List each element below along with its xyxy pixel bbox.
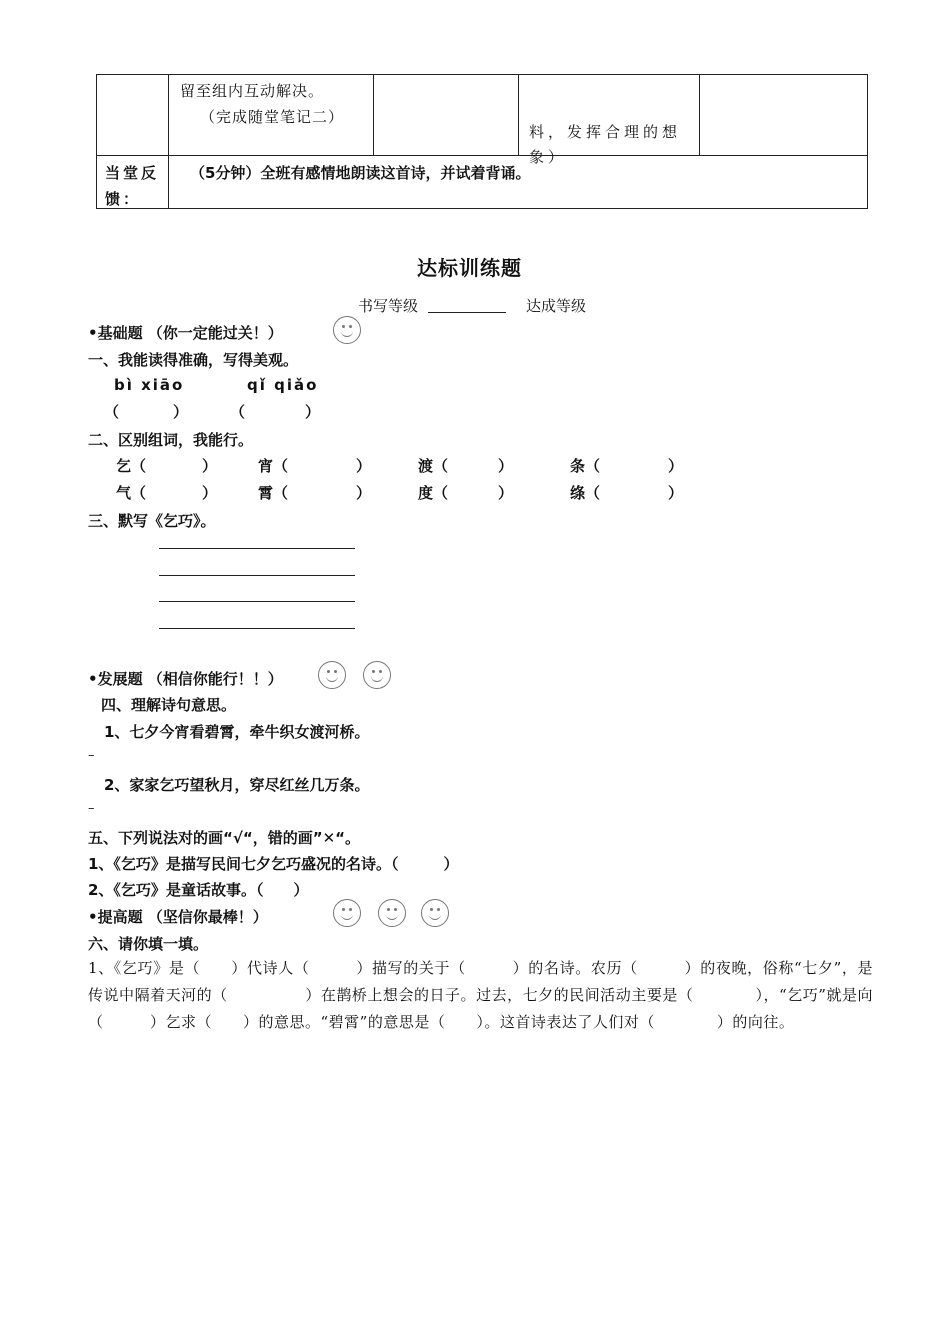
pinyin-text: bì xiāo	[114, 376, 185, 394]
word-char: ）	[668, 457, 684, 475]
word-char: 度（	[418, 484, 449, 502]
word-char: ）	[498, 457, 514, 475]
writing-line	[159, 575, 355, 576]
question-heading: 二、区别组词，我能行。	[88, 431, 254, 449]
question-heading: 四、理解诗句意思。	[101, 696, 237, 714]
table-cell-text: （完成随堂笔记二）	[200, 108, 345, 126]
question-heading: 五、下列说法对的画“√“，错的画”✕“。	[88, 829, 361, 847]
table-cell-text: 料，发挥合理的想	[529, 123, 682, 141]
question-heading: 三、默写《乞巧》。	[88, 512, 216, 530]
question-heading: 六、请你填一填。	[88, 935, 209, 953]
word-char: ）	[498, 484, 514, 502]
writing-line	[159, 601, 355, 602]
answer-parens: （ ）	[230, 403, 331, 421]
word-char: ）	[202, 484, 218, 502]
table-divider	[699, 74, 700, 155]
smiley-icon	[333, 899, 361, 927]
advanced-heading: •提高题 （坚信你最棒！）	[88, 908, 268, 926]
table-cell-text: 象）	[529, 148, 568, 166]
poem-line: 2、家家乞巧望秋月，穿尽红丝几万条。	[104, 776, 370, 794]
word-char: ）	[356, 484, 372, 502]
smiley-icon	[421, 899, 449, 927]
writing-line	[159, 548, 355, 549]
word-char: 渡（	[418, 457, 449, 475]
page-title: 达标训练题	[417, 256, 522, 280]
feedback-label: 当堂反	[105, 164, 160, 182]
smiley-icon	[378, 899, 406, 927]
table-divider	[373, 74, 374, 155]
question-heading: 一、我能读得准确，写得美观。	[88, 351, 299, 369]
answer-parens: （ ）	[104, 403, 197, 421]
writing-grade-label: 书写等级	[358, 297, 419, 315]
word-char: ）	[202, 457, 218, 475]
word-char: ）	[356, 457, 372, 475]
smiley-icon	[363, 661, 391, 689]
table-divider	[518, 74, 519, 155]
judge-item: 2、《乞巧》是童话故事。（ ）	[88, 881, 309, 899]
writing-line	[159, 628, 355, 629]
smiley-icon	[318, 661, 346, 689]
fill-in-paragraph: 1、《乞巧》是（ ）代诗人（ ）描写的关于（ ）的名诗。农历（ ）的夜晚，俗称“七夕”，是传说中隔着天河的（ ）在鹊桥上想会的日子。过去，七夕的民间活动主要是（ ），“乞巧”就是向（ ）乞求（ ）的意思。“碧霄”的意思是（ ）。这首诗表达了人们对（ ）的向往。	[88, 959, 873, 1031]
table-cell-text: 留至组内互动解决。	[180, 82, 325, 100]
achieve-grade-label: 达成等级	[526, 297, 587, 315]
feedback-label: 馈：	[105, 190, 142, 208]
pinyin-text: qǐ qiǎo	[247, 376, 319, 394]
table-divider	[168, 74, 169, 209]
word-char: 绦（	[570, 484, 601, 502]
answer-dash: –	[88, 748, 95, 763]
develop-heading: •发展题 （相信你能行！！）	[88, 670, 283, 688]
word-char: 条（	[570, 457, 601, 475]
word-char: 霄（	[258, 484, 289, 502]
word-char: 气（	[116, 484, 147, 502]
judge-item: 1、《乞巧》是描写民间七夕乞巧盛况的名诗。（ ）	[88, 855, 459, 873]
poem-line: 1、七夕今宵看碧霄，牵牛织女渡河桥。	[104, 723, 370, 741]
basic-heading: •基础题 （你一定能过关！）	[88, 324, 283, 342]
writing-grade-blank	[428, 312, 506, 313]
answer-dash: –	[88, 801, 95, 816]
word-char: ）	[668, 484, 684, 502]
word-char: 乞（	[116, 457, 147, 475]
smiley-icon	[333, 316, 361, 344]
word-char: 宵（	[258, 457, 289, 475]
feedback-text: （5分钟）全班有感情地朗读这首诗，并试着背诵。	[190, 164, 531, 182]
table-divider	[96, 155, 868, 156]
